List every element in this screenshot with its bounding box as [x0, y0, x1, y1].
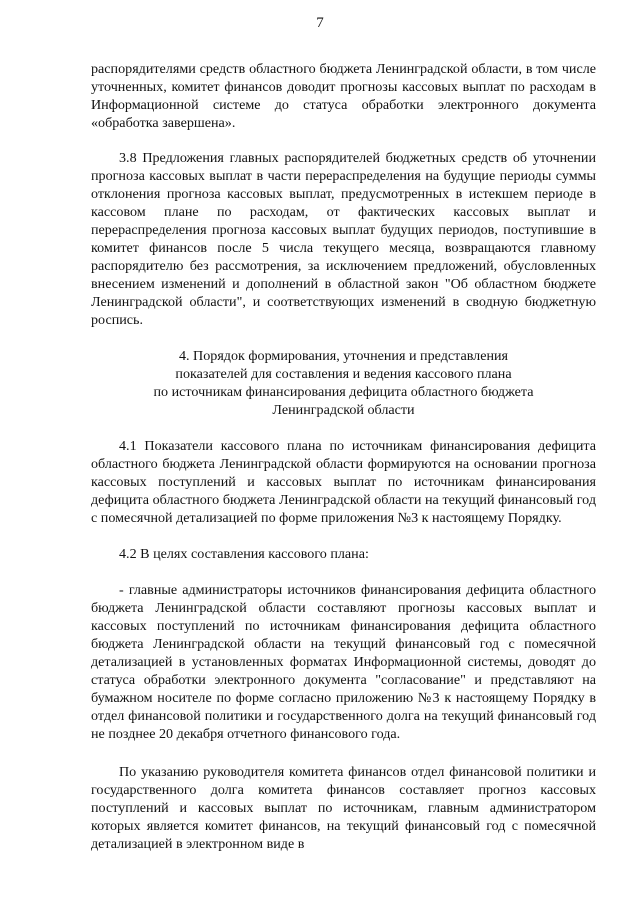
paragraph-administrators: - главные администраторы источников финансирования дефицита областного бюджета Ленинградской области составляют прогнозы кассовых выплат и кассовых поступлений по источникам финансирования дефицита областного бюджета Ленинградской области на текущий финансовый год с помесячной детализацией в установленных форматах Информационной системы, доводят до статуса обработки электронного документа "согласование" и представляют на бумажном носителе по форме согласно приложению №3 к настоящему Порядку в отдел финансовой политики и государственного долга на текущий финансовый год не позднее 20 декабря отчетного финансового года. — [91, 582, 596, 742]
section-heading-line: показателей для составления и ведения кассового плана — [175, 366, 512, 382]
section-4-heading — [91, 347, 596, 419]
section-heading-line: 4. Порядок формирования, уточнения и представления — [178, 348, 509, 364]
document-body — [91, 60, 596, 853]
section-heading-line: по источникам финансирования дефицита областного бюджета — [153, 384, 534, 400]
paragraph-continuation: распорядителями средств областного бюджета Ленинградской области, в том числе уточненных, комитет финансов доводит прогнозы кассовых выплат по расходам в Информационной системе до статуса обработки электронного документа «обработка завершена». — [91, 61, 596, 131]
page-number: 7 — [316, 15, 324, 31]
paragraph-3-8: 3.8 Предложения главных распорядителей бюджетных средств об уточнении прогноза кассовых выплат в части перераспределения на будущие периоды суммы отклонения прогноза кассовых выплат, предусмотренных в истекшем периоде в кассовом плане по расходам, от фактических кассовых выплат и перераспределения прогноза кассовых выплат будущих периодов, поступившие в комитет финансов после 5 числа текущего месяца, возвращаются главному распорядителю без рассмотрения, за исключением предложений, обусловленных внесением изменений и дополнений в областной закон "Об областном бюджете Ленинградской области", и соответствующих изменений в сводную бюджетную роспись. — [91, 150, 596, 328]
paragraph-finance-instruction: По указанию руководителя комитета финансов отдел финансовой политики и государственного долга комитета финансов составляет прогноз кассовых поступлений и кассовых выплат по источникам, главным администратором которых является комитет финансов, на текущий финансовый год с помесячной детализацией в электронном виде в — [91, 764, 596, 852]
paragraph-4-1: 4.1 Показатели кассового плана по источникам финансирования дефицита областного бюджета Ленинградской области формируются на основании прогноза кассовых поступлений и кассовых выплат по источникам финансирования дефицита областного бюджета Ленинградской области на текущий финансовый год с помесячной детализацией по форме приложения №3 к настоящему Порядку. — [91, 438, 596, 526]
paragraph-4-2: 4.2 В целях составления кассового плана: — [119, 546, 369, 562]
section-heading-line: Ленинградской области — [272, 402, 415, 418]
